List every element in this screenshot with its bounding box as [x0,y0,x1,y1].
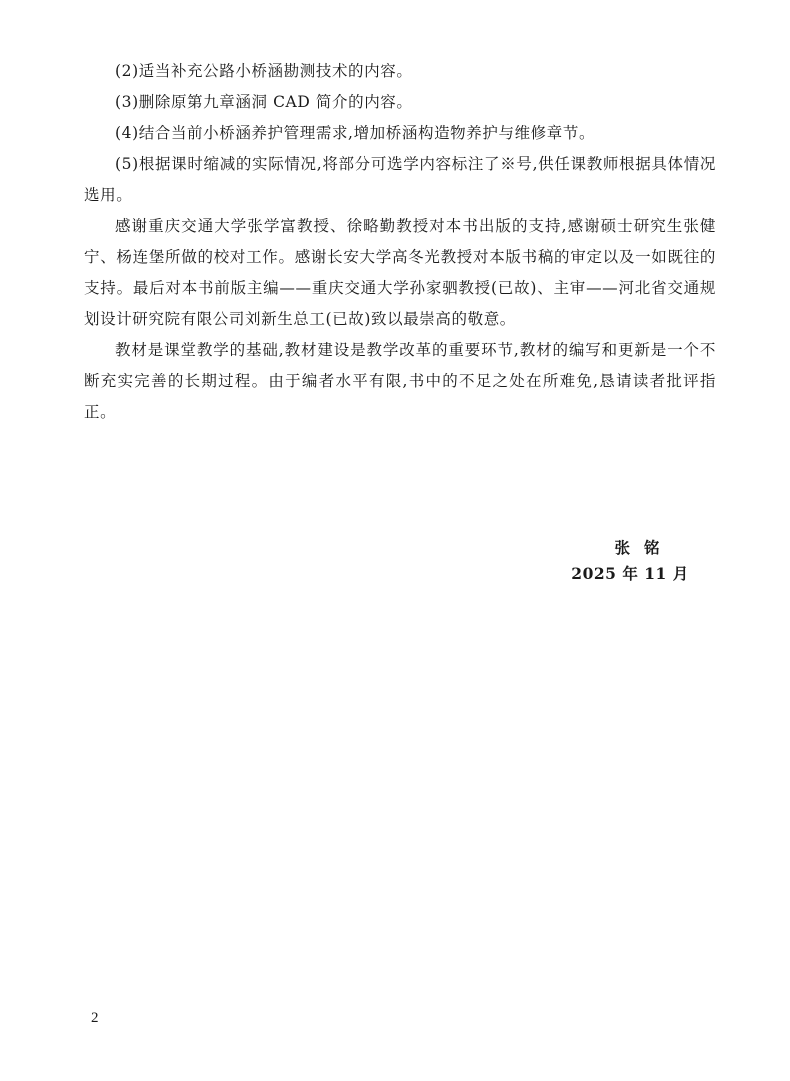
body-text [84,56,716,428]
paragraph: (2)适当补充公路小桥涵勘测技术的内容。 [115,62,413,80]
paragraph: 感谢重庆交通大学张学富教授、徐略勤教授对本书出版的支持,感谢硕士研究生张健宁、杨连堡所做的校对工作。感谢长安大学高冬光教授对本版书稿的审定以及一如既往的支持。最后对本书前版主编——重庆交通大学孙家驷教授(已故)、主审——河北省交通规划设计研究院有限公司刘新生总工(已故)致以最崇高的敬意。 [84,217,716,328]
page-number: 2 [91,1010,99,1026]
paragraph: 教材是课堂教学的基础,教材建设是教学改革的重要环节,教材的编写和更新是一个不断充实完善的长期过程。由于编者水平有限,书中的不足之处在所难免,恳请读者批评指正。 [84,341,716,421]
paragraph: (4)结合当前小桥涵养护管理需求,增加桥涵构造物养护与维修章节。 [115,124,596,142]
author-signature: 张铭 [614,538,674,557]
paragraph: (5)根据课时缩减的实际情况,将部分可选学内容标注了※号,供任课教师根据具体情况选用。 [84,155,716,204]
paragraph: (3)删除原第九章涵洞 CAD 简介的内容。 [115,93,413,111]
signature-date: 2025 年 11 月 [571,564,689,583]
